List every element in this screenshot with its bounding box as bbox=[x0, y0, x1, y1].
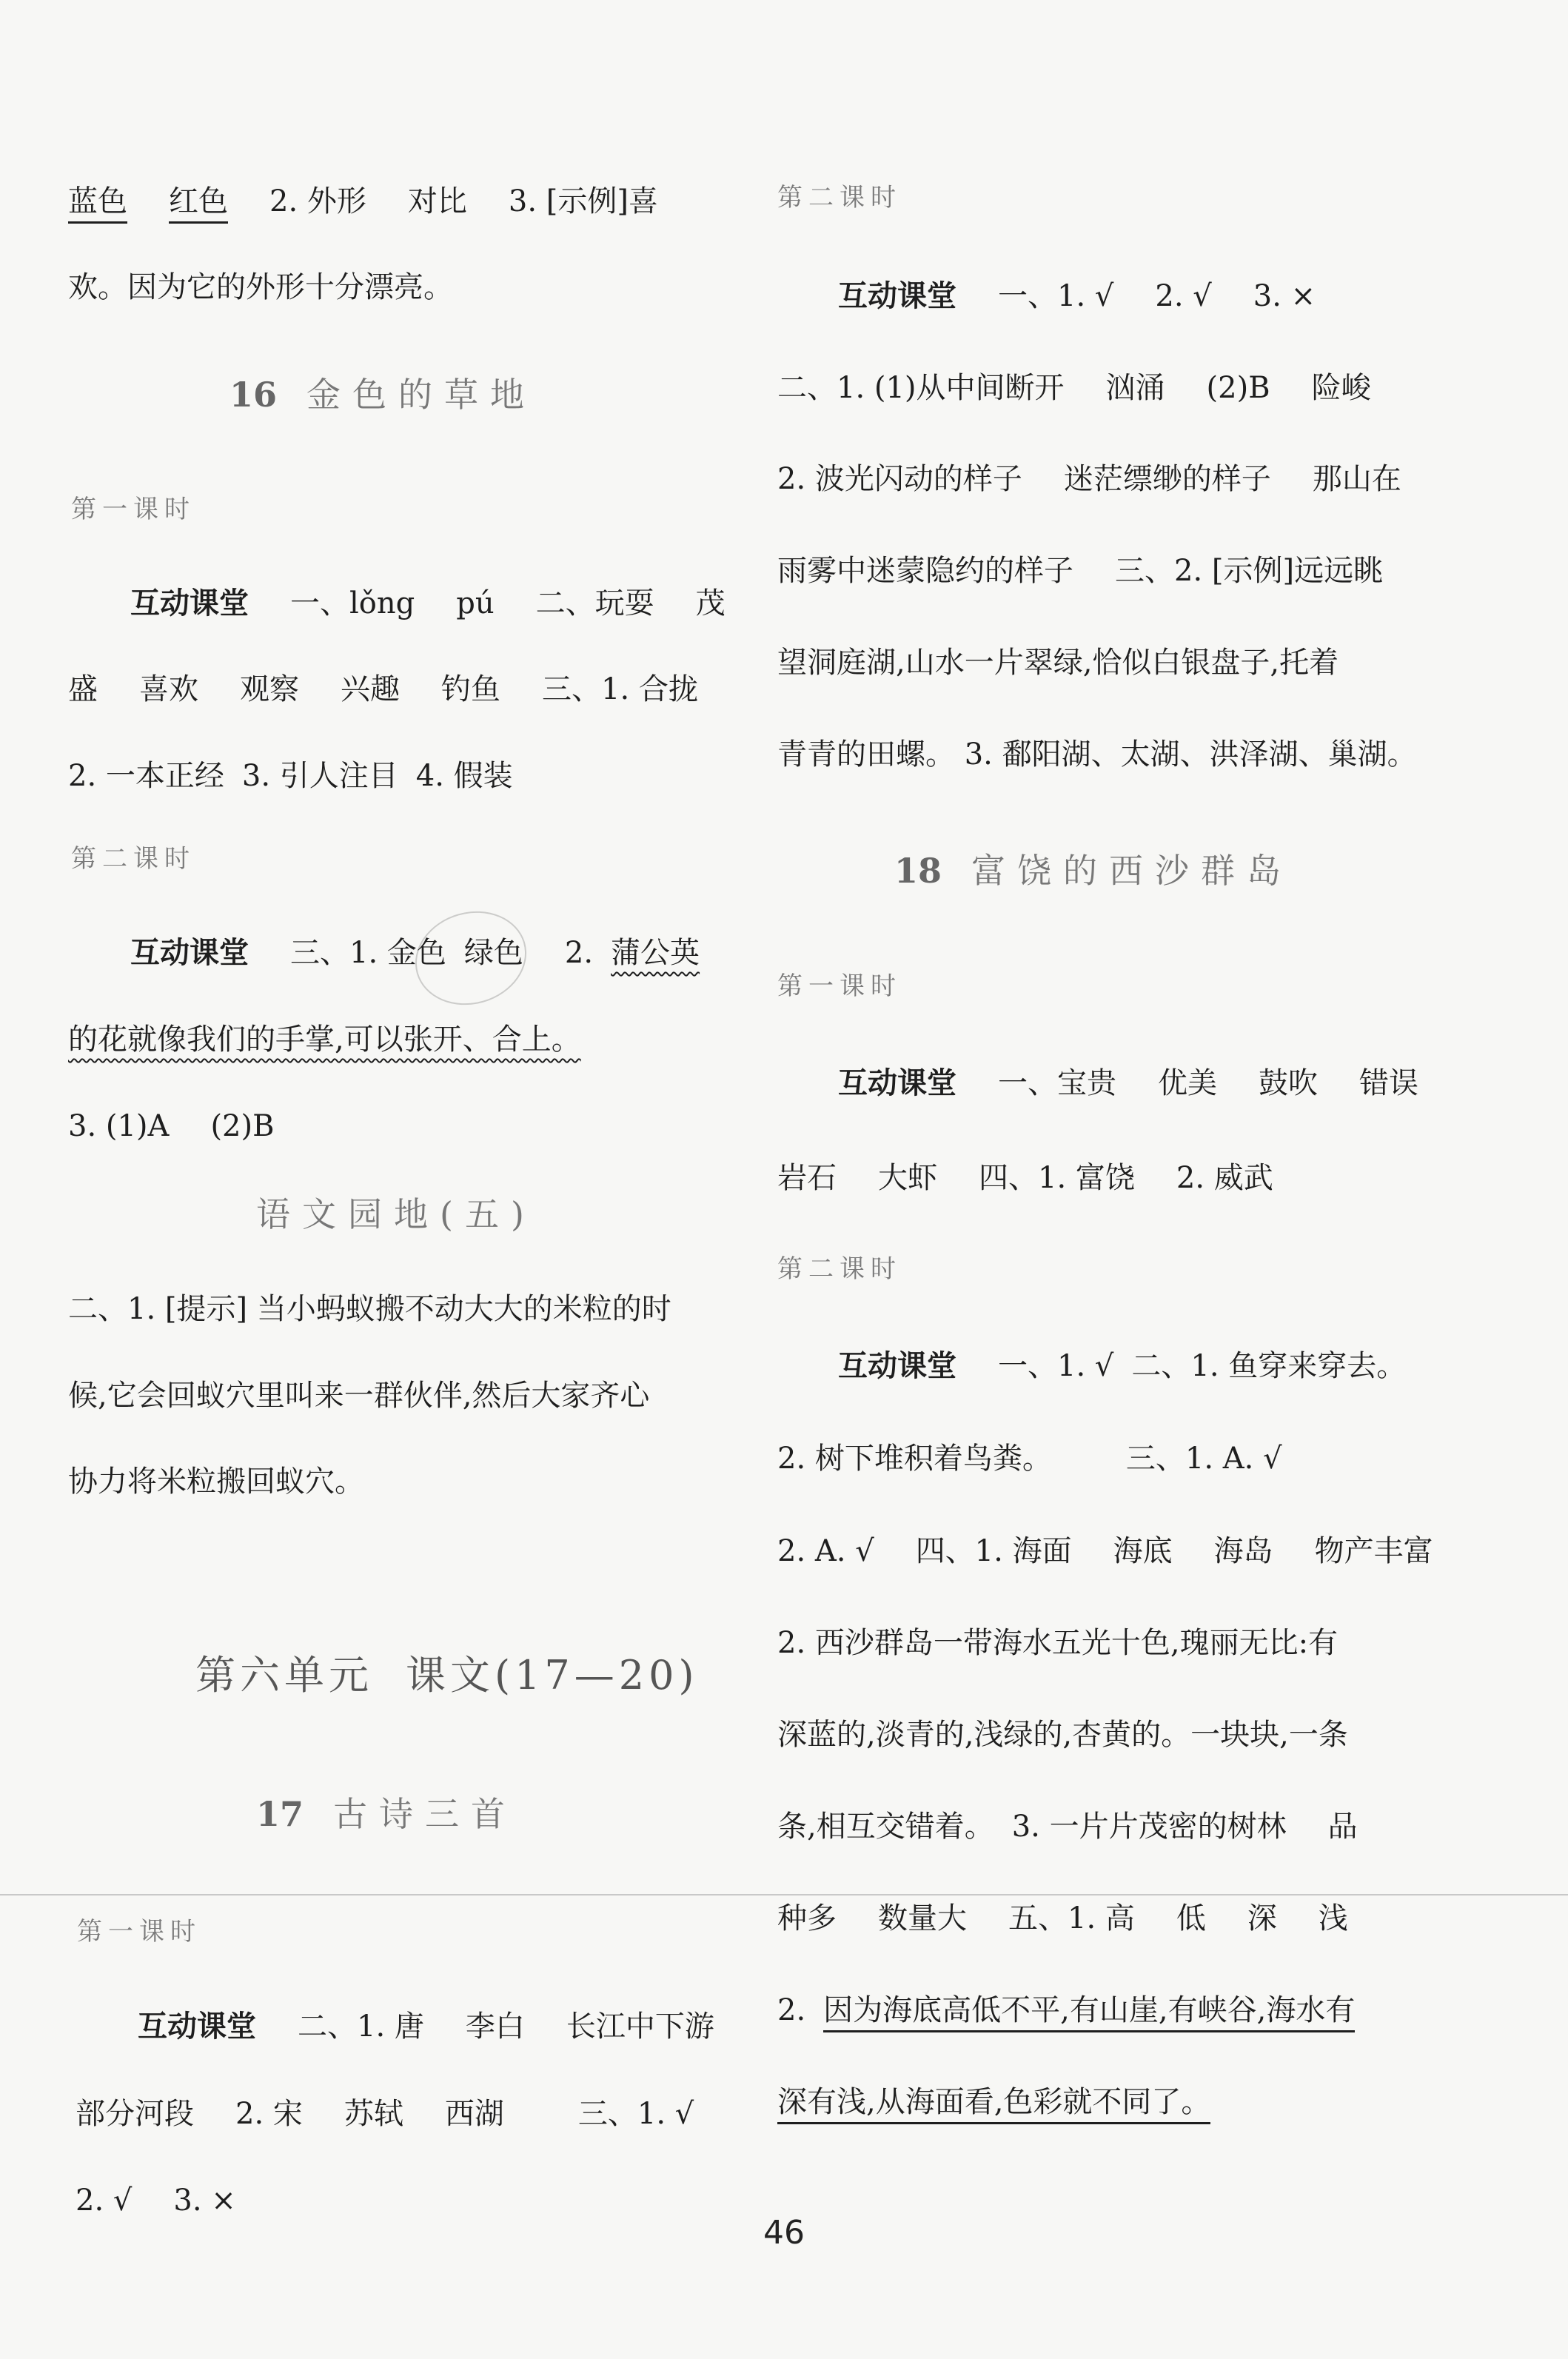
answer-text: 一、宝贵 bbox=[998, 1066, 1116, 1100]
period-heading: 第一课时 bbox=[777, 971, 902, 1001]
answer-text: 四、1. 海面 bbox=[915, 1534, 1072, 1568]
answer-text: 三、1. A. √ bbox=[1125, 1442, 1282, 1476]
answer-text: 2. √ bbox=[1155, 279, 1212, 313]
lesson-name: 古诗三首 bbox=[333, 1794, 517, 1834]
answer-text: 苏轼 bbox=[344, 2097, 403, 2131]
answer-text: 2. A. √ bbox=[777, 1534, 874, 1568]
answer-text: pú bbox=[456, 586, 495, 620]
answer-text: 3. (1)A bbox=[68, 1109, 170, 1143]
answer-text: 2. 威武 bbox=[1176, 1161, 1273, 1195]
lesson-title-16 bbox=[229, 372, 536, 417]
answer-line bbox=[68, 1108, 275, 1145]
answer-line bbox=[777, 1808, 1358, 1845]
answer-line bbox=[777, 552, 1383, 589]
answer-text: 四、1. 富饶 bbox=[979, 1161, 1135, 1195]
answer-text: 观察 bbox=[240, 672, 299, 706]
lesson-name: 金色的草地 bbox=[306, 375, 537, 415]
answer-text: 2. 外形 bbox=[269, 184, 366, 218]
answer-line: 2. 西沙群岛一带海水五光十色,瑰丽无比:有 bbox=[777, 1626, 1339, 1660]
section-label: 互动课堂 bbox=[838, 1349, 956, 1383]
answer-text: 2. 宋 bbox=[235, 2097, 303, 2131]
answer-text: 三、1. 金色 bbox=[290, 936, 446, 970]
answer-line bbox=[777, 369, 1371, 406]
answer-line bbox=[777, 1160, 1273, 1197]
answer-text: 西湖 bbox=[444, 2097, 504, 2131]
section-label: 互动课堂 bbox=[130, 586, 249, 620]
unit-name: 第六单元 bbox=[195, 1652, 373, 1699]
answer-line: 青青的田螺。 3. 鄱阳湖、太湖、洪泽湖、巢湖。 bbox=[777, 737, 1417, 772]
answer-text: 雨雾中迷蒙隐约的样子 bbox=[777, 554, 1073, 588]
period-heading: 第二课时 bbox=[71, 844, 195, 874]
answer-text: 兴趣 bbox=[341, 672, 400, 706]
lesson-number: 17 bbox=[256, 1794, 304, 1834]
answer-text: 汹涌 bbox=[1105, 371, 1165, 405]
answer-text: 五、1. 高 bbox=[1008, 1901, 1135, 1935]
answer-text: (2)B bbox=[1206, 371, 1270, 405]
section-label: 互动课堂 bbox=[138, 2010, 256, 2044]
answer-text: 3. 一片片茂密的树林 bbox=[1011, 1810, 1287, 1844]
answer-line bbox=[76, 2095, 694, 2132]
answer-text: 二、1. 唐 bbox=[298, 2010, 424, 2044]
answer-text: 低 bbox=[1176, 1901, 1206, 1935]
answer-text: 茂 bbox=[695, 586, 726, 620]
answer-text: 3. × bbox=[173, 2184, 236, 2218]
answer-text: 4. 假装 bbox=[415, 759, 513, 793]
answer-line bbox=[777, 1533, 1433, 1570]
answer-line bbox=[777, 1440, 1282, 1477]
answer-text: 深 bbox=[1247, 1901, 1277, 1935]
answer-line bbox=[777, 1992, 1355, 2032]
answer-text: 海底 bbox=[1113, 1534, 1173, 1568]
lesson-name: 富饶的西沙群岛 bbox=[971, 851, 1293, 891]
answer-text: 优美 bbox=[1158, 1066, 1217, 1100]
answer-text: 2. 一本正经 bbox=[68, 759, 224, 793]
answer-text: 2. 波光闪动的样子 bbox=[777, 462, 1022, 496]
answer-text: 数量大 bbox=[878, 1901, 967, 1935]
answer-line bbox=[68, 183, 658, 224]
garden-title: 语文园地(五) bbox=[256, 1194, 536, 1234]
answer-text: (2)B bbox=[210, 1109, 275, 1143]
answer-text: 鼓吹 bbox=[1259, 1066, 1318, 1100]
answer-text: 二、玩耍 bbox=[535, 586, 654, 620]
answer-line bbox=[68, 671, 698, 708]
answer-text: 二、1. (1)从中间断开 bbox=[777, 371, 1065, 405]
answer-text: 深有浅,从海面看,色彩就不同了。 bbox=[777, 2084, 1210, 2124]
answer-blank: 蓝色 bbox=[68, 183, 127, 224]
answer-line bbox=[68, 757, 513, 794]
answer-text: 2. bbox=[777, 1993, 806, 2027]
answer-text: 海岛 bbox=[1213, 1534, 1273, 1568]
answer-text: 条,相互交错着。 bbox=[777, 1810, 994, 1844]
answer-text: 部分河段 bbox=[76, 2097, 194, 2131]
section-label: 互动课堂 bbox=[130, 936, 249, 970]
answer-text: 2. √ bbox=[76, 2184, 133, 2218]
answer-text: 李白 bbox=[465, 2010, 525, 2044]
unit-heading bbox=[195, 1650, 699, 1702]
answer-line bbox=[777, 461, 1401, 498]
answer-text: 浅 bbox=[1318, 1901, 1348, 1935]
answer-text: 三、1. 合拢 bbox=[542, 672, 698, 706]
answer-line: 候,它会回蚁穴里叫来一群伙伴,然后大家齐心 bbox=[68, 1379, 650, 1413]
answer-text: 品 bbox=[1327, 1810, 1358, 1844]
lesson-number: 18 bbox=[894, 851, 942, 891]
answer-line bbox=[138, 2008, 714, 2045]
answer-line: 二、1. [提示] 当小蚂蚁搬不动大大的米粒的时 bbox=[68, 1292, 671, 1326]
answer-text: 因为海底高低不平,有山崖,有峡谷,海水有 bbox=[823, 1992, 1355, 2032]
answer-text: 3. 引人注目 bbox=[241, 759, 398, 793]
answer-text: 盛 bbox=[68, 672, 98, 706]
answer-line bbox=[777, 2084, 1210, 2124]
answer-text: 大虾 bbox=[878, 1161, 937, 1195]
answer-line bbox=[838, 278, 1316, 315]
answer-line bbox=[838, 1348, 1406, 1385]
answer-text: 迷茫缥缈的样子 bbox=[1063, 462, 1271, 496]
answer-text: 一、1. √ bbox=[998, 279, 1114, 313]
answer-text: 蒲公英 bbox=[611, 936, 700, 970]
answer-text: 一、lǒng bbox=[290, 586, 415, 620]
answer-text: 2. 树下堆积着鸟粪。 bbox=[777, 1442, 1052, 1476]
unit-range: 课文(17—20) bbox=[406, 1652, 699, 1699]
answer-text: 喜欢 bbox=[139, 672, 198, 706]
page-number: 46 bbox=[763, 2214, 805, 2252]
answer-line bbox=[777, 1900, 1348, 1937]
section-label: 互动课堂 bbox=[838, 1066, 956, 1100]
answer-blank: 红色 bbox=[169, 183, 228, 224]
answer-text: 险峻 bbox=[1311, 371, 1371, 405]
answer-text: 错误 bbox=[1359, 1066, 1418, 1100]
answer-text: 对比 bbox=[407, 184, 467, 218]
answer-line bbox=[130, 585, 726, 622]
divider-line bbox=[0, 1894, 1568, 1895]
answer-text: 2. bbox=[564, 936, 594, 970]
answer-text: 那山在 bbox=[1312, 462, 1401, 496]
section-label: 互动课堂 bbox=[838, 279, 956, 313]
lesson-number: 16 bbox=[229, 375, 278, 415]
answer-line: 深蓝的,淡青的,浅绿的,杏黄的。一块块,一条 bbox=[777, 1718, 1348, 1752]
lesson-title-18 bbox=[894, 849, 1293, 893]
answer-text: 长江中下游 bbox=[566, 2010, 714, 2044]
answer-line bbox=[838, 1065, 1418, 1102]
period-heading: 第二课时 bbox=[777, 183, 902, 213]
answer-text: 绿色 bbox=[463, 936, 523, 970]
answer-line bbox=[130, 934, 700, 971]
period-heading: 第一课时 bbox=[71, 495, 195, 524]
answer-line: 欢。因为它的外形十分漂亮。 bbox=[68, 270, 453, 304]
answer-text: 二、1. 鱼穿来穿去。 bbox=[1131, 1349, 1407, 1383]
answer-text: 物产丰富 bbox=[1314, 1534, 1433, 1568]
answer-text: 3. [示例]喜 bbox=[508, 184, 658, 218]
period-heading: 第一课时 bbox=[77, 1917, 201, 1947]
answer-text: 一、1. √ bbox=[998, 1349, 1114, 1383]
answer-text: 三、1. √ bbox=[577, 2097, 694, 2131]
answer-line: 协力将米粒搬回蚁穴。 bbox=[68, 1465, 364, 1499]
answer-text: 种多 bbox=[777, 1901, 837, 1935]
answer-line: 望洞庭湖,山水一片翠绿,恰似白银盘子,托着 bbox=[777, 646, 1339, 680]
answer-text: 岩石 bbox=[777, 1161, 837, 1195]
answer-text: 钓鱼 bbox=[441, 672, 500, 706]
period-heading: 第二课时 bbox=[777, 1254, 902, 1284]
answer-text: 三、2. [示例]远远眺 bbox=[1115, 554, 1384, 588]
answer-text: 3. × bbox=[1253, 279, 1316, 313]
lesson-title-17 bbox=[256, 1792, 517, 1836]
answer-line: 的花就像我们的手掌,可以张开、合上。 bbox=[68, 1023, 581, 1057]
